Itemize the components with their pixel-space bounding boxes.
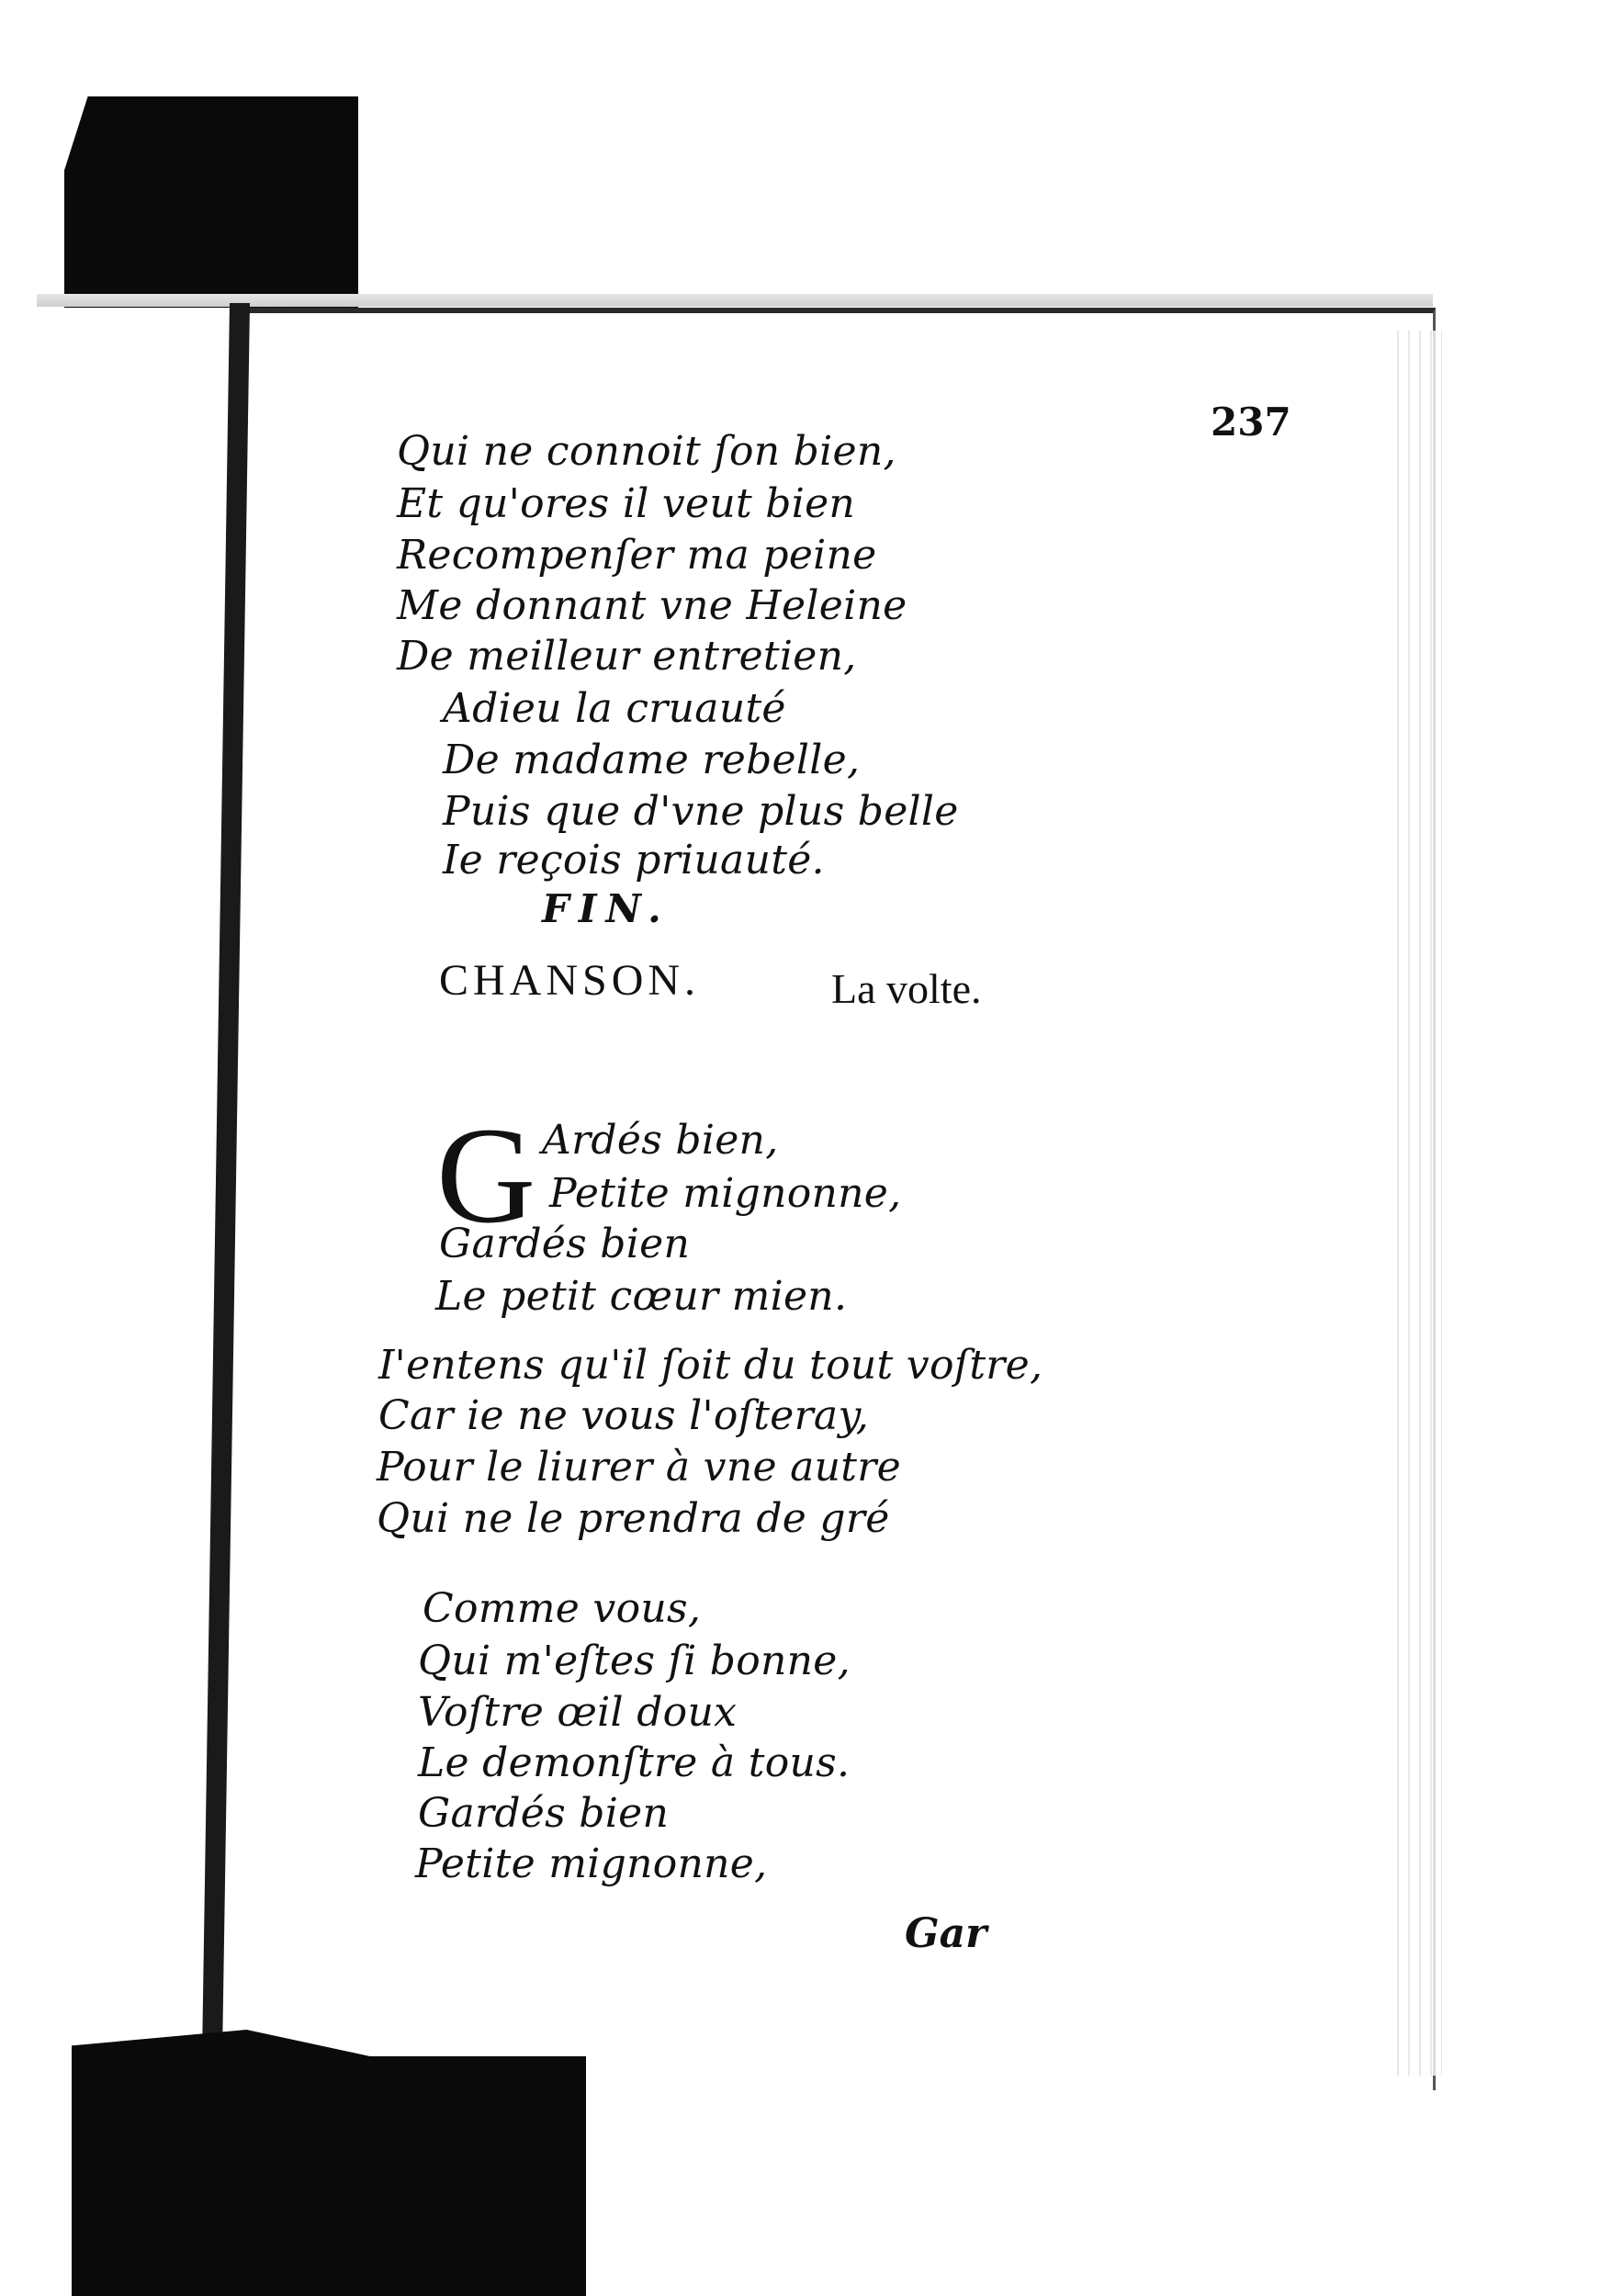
page-number: 237	[1211, 400, 1291, 445]
refrain-line-1: Ardés bien,	[542, 1117, 779, 1164]
refrain-line-4: Le petit cœur mien.	[435, 1273, 848, 1320]
chanson-subtitle: La volte.	[831, 965, 982, 1012]
fin-mark: FIN.	[542, 886, 671, 931]
verse2-line-3: Voſtre œil doux	[418, 1689, 738, 1736]
verse2-line-2: Qui m'eſtes ſi bonne,	[418, 1638, 851, 1684]
catchword: Gar	[905, 1910, 987, 1957]
drop-capital: G	[436, 1099, 536, 1252]
verse2-line-6: Petite mignonne,	[415, 1840, 768, 1887]
scan-border-top	[64, 96, 358, 308]
stanza-end-line-6: Adieu la cruauté	[443, 685, 786, 732]
stanza-end-line-5: De meilleur entretien,	[397, 633, 857, 680]
verse2-line-5: Gardés bien	[418, 1790, 670, 1837]
refrain-line-3: Gardés bien	[439, 1221, 691, 1267]
chanson-title: CHANSON.	[439, 956, 701, 1005]
stanza-end-line-4: Me donnant vne Heleine	[397, 582, 907, 629]
verse-line-1: I'entens qu'il ſoit du tout voſtre,	[378, 1342, 1043, 1389]
verse2-line-1: Comme vous,	[423, 1585, 702, 1632]
refrain-line-2: Petite mignonne,	[549, 1170, 902, 1217]
verse-line-3: Pour le liurer à vne autre	[377, 1444, 901, 1491]
stanza-end-line-8: Puis que d'vne plus belle	[443, 788, 959, 835]
stanza-end-line-3: Recompenſer ma peine	[397, 532, 877, 579]
stanza-end-line-9: Ie reçois priuauté.	[443, 837, 825, 884]
stanza-end-line-1: Qui ne connoit ſon bien,	[397, 428, 896, 475]
verse-line-4: Qui ne le prendra de gré	[377, 1495, 890, 1542]
page-edges	[1392, 331, 1442, 2076]
verse2-line-4: Le demonſtre à tous.	[418, 1739, 851, 1786]
stanza-end-line-7: De madame rebelle,	[443, 737, 861, 783]
stanza-end-line-2: Et qu'ores il veut bien	[397, 480, 856, 527]
verse-line-2: Car ie ne vous l'oſteray,	[378, 1392, 870, 1439]
scan-border-bottom	[72, 2030, 586, 2296]
